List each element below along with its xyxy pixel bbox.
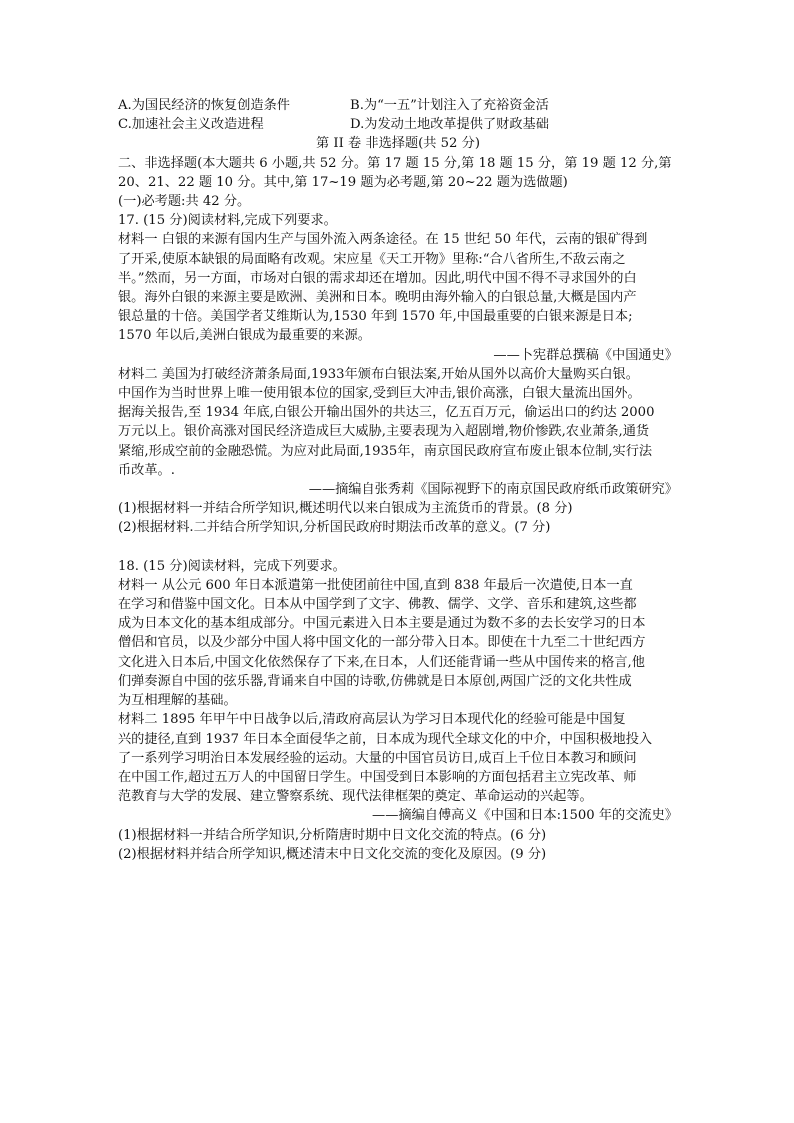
options-row-1 — [118, 96, 678, 115]
q18-material1-line: 僧侣和官员，以及少部分中国人将中国文化的一部分带入日本。即使在十九至二十世纪西方 — [118, 635, 646, 651]
q18-material1-line: 为互相理解的基础。 — [118, 693, 237, 709]
q18-heading: 18. (15 分)阅读材料，完成下列要求。 — [118, 558, 346, 574]
q17-material2-line: 币改革。. — [118, 462, 175, 478]
q17-question-1: (1)根据材料一并结合所学知识,概述明代以来白银成为主流货币的背景。(8 分) — [118, 501, 573, 517]
q18-material2-line: 在中国工作,超过五万人的中国留日学生。中国受到日本影响的方面包括君主立宪改革、师 — [118, 769, 637, 785]
q17-material1-line: 材料一 白银的来源有国内生产与国外流入两条途径。在 15 世纪 50 年代，云南的银矿得到 — [118, 232, 648, 248]
q18-material1-line: 们弹奏源自中国的弦乐器,背诵来自中国的诗歌,仿佛就是日本原创,两国广泛的文化共性成 — [118, 673, 632, 689]
q18-material1-line: 文化进入日本后,中国文化依然保存了下来,在日本，人们还能背诵一些从中国传来的格言,他 — [118, 654, 645, 670]
q17-material1-line: 银。海外白银的来源主要是欧洲、美洲和日本。晚明由海外输入的白银总量,大概是国内产 — [118, 290, 637, 306]
option-a: A.为国民经济的恢复创造条件 — [118, 98, 290, 113]
q17-material2-line: 紧缩,形成空前的金融恐慌。为应对此局面,1935年，南京国民政府宣布废止银本位制,实行法 — [118, 443, 653, 459]
q17-heading: 17. (15 分)阅读材料,完成下列要求。 — [118, 213, 337, 229]
options-row-2 — [118, 115, 678, 134]
q17-material2-line: 材料二 美国为打破经济萧条局面,1933年颁布白银法案,开始从国外以高价大量购买白银。 — [118, 366, 639, 382]
option-d: D.为发动土地改革提供了财政基础 — [350, 117, 549, 133]
q17-material2-line: 万元以上。银价高涨对国民经济造成巨大威胁,主要表现为入超剧增,物价惨跌,农业萧条,通货 — [118, 424, 650, 440]
q18-material1-line: 在学习和借鉴中国文化。日本从中国学到了文字、佛教、儒学、文学、音乐和建筑,这些都 — [118, 597, 637, 613]
q18-material1-line: 材料一 从公元 600 年日本派遣第一批使团前往中国,直到 838 年最后一次遣使,日本一直 — [118, 577, 633, 593]
q17-question-2: (2)根据材料.二并结合所学知识,分析国民政府时期法币改革的意义。(7 分) — [118, 520, 551, 536]
q18-question-2: (2)根据材料并结合所学知识,概述清末中日文化交流的变化及原因。(9 分) — [118, 846, 547, 862]
option-b: B.为“一五”计划注入了充裕资金活 — [350, 98, 549, 113]
q18-material2-line: 了一系列学习明治日本发展经验的运动。大量的中国官员访日,成百上千位日本教习和顾问 — [118, 750, 637, 766]
q17-material1-line: 半。”然而，另一方面，市场对白银的需求却还在增加。因此,明代中国不得不寻求国外的白 — [118, 270, 637, 286]
intro-line: 二、非选择题(本大题共 6 小题,共 52 分。第 17 题 15 分,第 18 题 15 分，第 19 题 12 分,第 — [118, 155, 672, 171]
q17-material1-line: 银总量的十倍。美国学者艾维斯认为,1530 年到 1570 年,中国最重要的白银来源是日本; — [118, 309, 633, 325]
q17-material1-line: 1570 年以后,美洲白银成为最重要的来源。 — [118, 328, 371, 344]
q17-material2-source: ——摘编自张秀莉《国际视野下的南京国民政府纸币政策研究》 — [308, 482, 678, 498]
q18-material2-source: ——摘编自傅高义《中国和日本:1500 年的交流史》 — [372, 808, 678, 824]
q18-material1-line: 成为日本文化的基本组成部分。中国元素进入日本主要是通过为数不多的去长安学习的日本 — [118, 616, 646, 632]
intro-line: 20、21、22 题 10 分。其中,第 17~19 题为必考题,第 20~22 题为选做题) — [118, 174, 568, 190]
q17-material1-source: ——卜宪群总撰稿《中国通史》 — [493, 347, 678, 363]
option-c: C.加速社会主义改造进程 — [118, 117, 264, 133]
q18-material2-line: 兴的捷径,直到 1937 年日本全面侵华之前，日本成为现代全球文化的中介，中国积极地投入 — [118, 731, 653, 747]
q18-material2-line: 范教育与大学的发展、建立警察系统、现代法律框架的奠定、革命运动的兴起等。 — [118, 789, 593, 805]
q18-material2-line: 材料二 1895 年甲午中日战争以后,清政府高层认为学习日本现代化的经验可能是中国复 — [118, 712, 626, 728]
q17-material2-line: 据海关报告,至 1934 年底,白银公开输出国外的共达三，亿五百万元，偷运出口的约达 2000 — [118, 405, 655, 421]
intro-line: (一)必考题:共 42 分。 — [118, 194, 251, 210]
spacer — [118, 538, 678, 557]
q17-material1-line: 了开采,使原本缺银的局面略有改观。宋应星《天工开物》里称:“合八省所生,不敌云南之 — [118, 251, 626, 267]
section-title: 第 II 卷 非选择题(共 52 分) — [316, 136, 480, 152]
q18-question-1: (1)根据材料一并结合所学知识,分析隋唐时期中日文化交流的特点。(6 分) — [118, 827, 547, 843]
q17-material2-line: 中国作为当时世界上唯一使用银本位的国家,受到巨大冲击,银价高涨，白银大量流出国外。 — [118, 386, 641, 402]
exam-page — [118, 96, 678, 864]
